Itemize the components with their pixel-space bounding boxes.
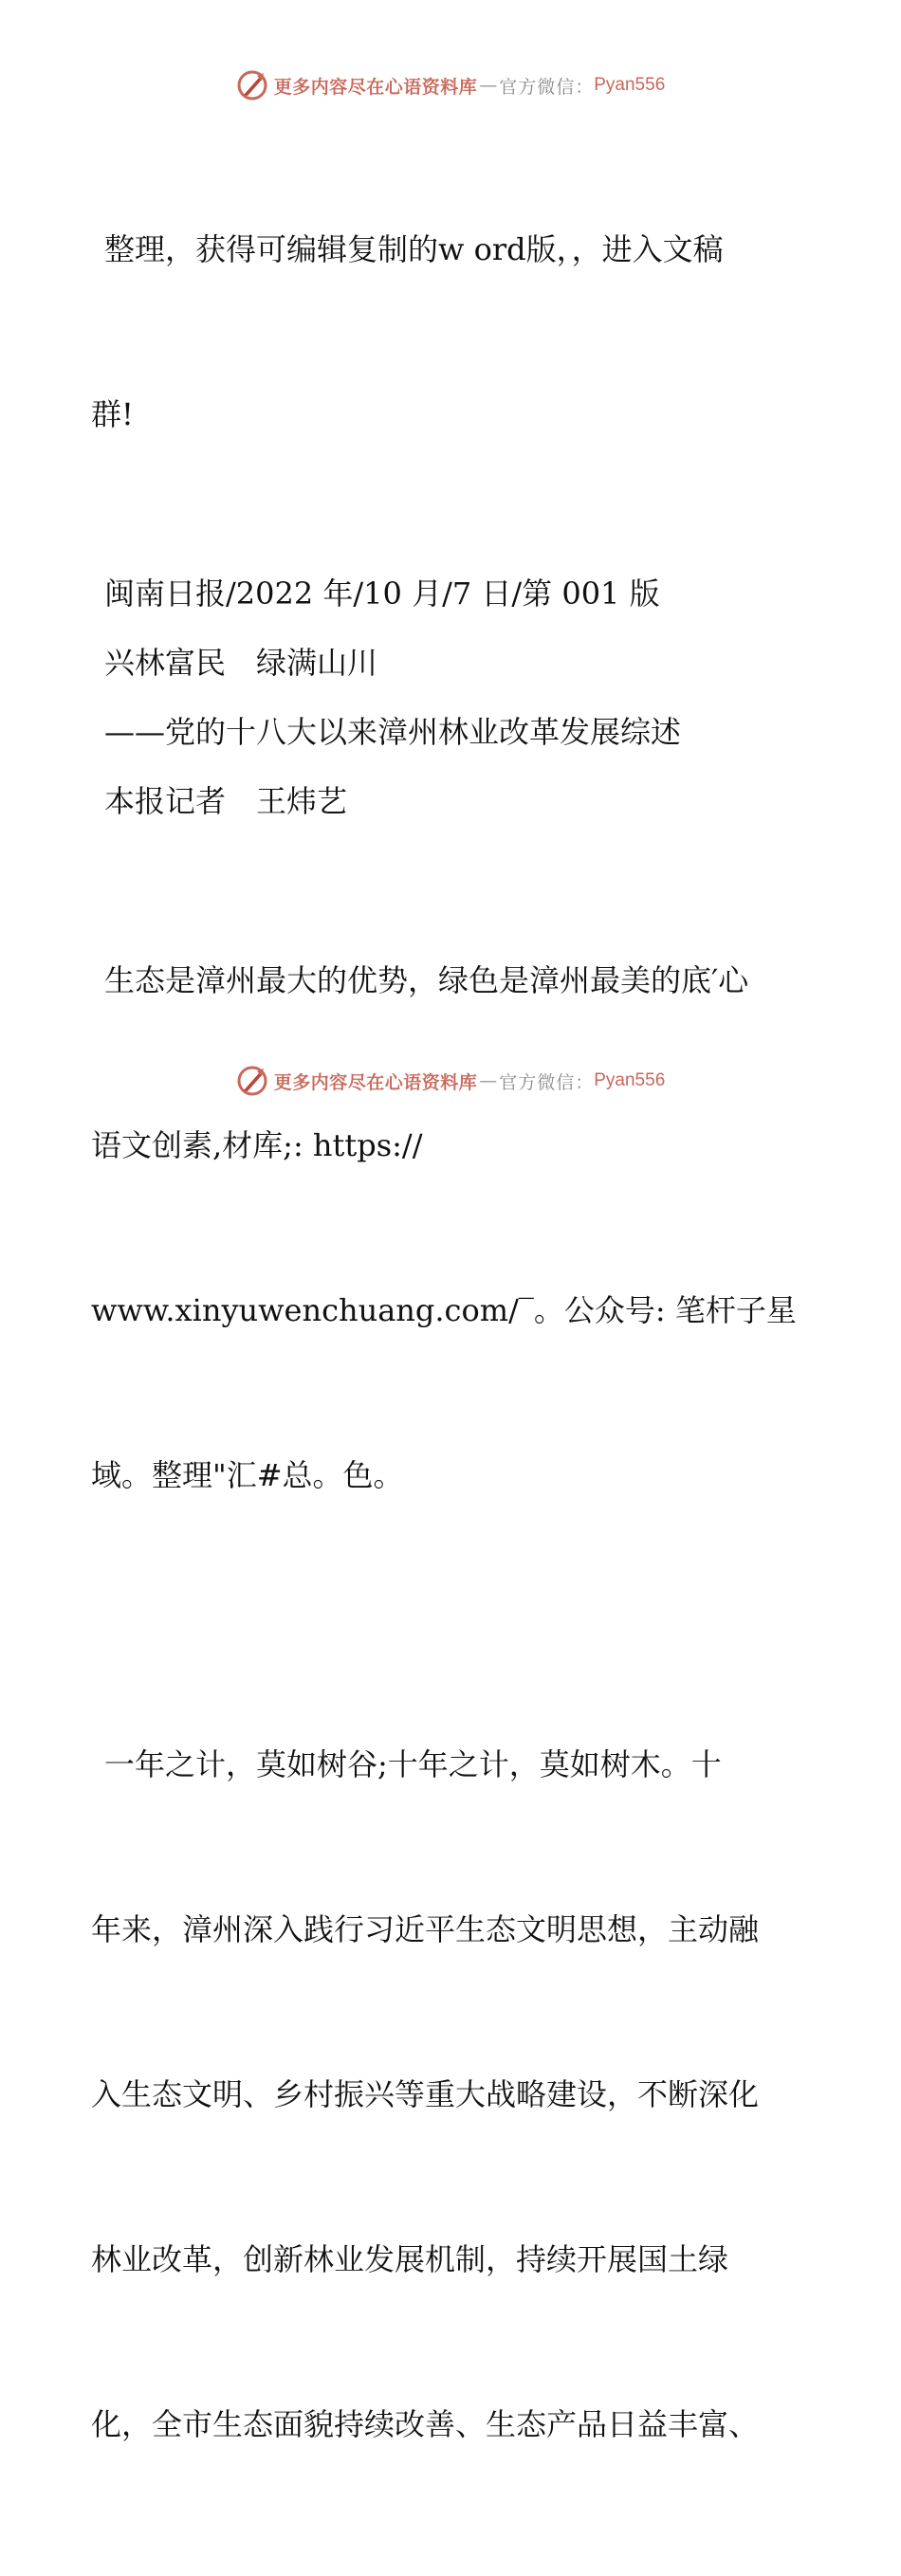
banner-wechat-id: Pyan556 [594, 1070, 666, 1090]
paragraph-2-line-3: 入生态文明、乡村振兴等重大战略建设，不断深化 [91, 2076, 760, 2112]
banner-official-label: 官方微信： [499, 76, 595, 98]
banner-wechat-id: Pyan556 [594, 75, 666, 95]
paragraph-2-line-2: 年来，漳州深入践行习近平生态文明思想，主动融 [91, 1911, 760, 1947]
intro-line-1: 整理，获得可编辑复制的w ord版，，进入文稿 [104, 231, 724, 267]
subheadline: ——党的十八大以来漳州林业改革发展综述 [104, 714, 682, 750]
quill-pen-logo-icon [236, 69, 268, 101]
paragraph-1-line-3: www.xinyuwenchuang.com/‾。公众号: 笔杆子星 [91, 1292, 797, 1328]
banner-dash: — [479, 75, 498, 96]
intro-line-2: 群! [91, 396, 134, 432]
paragraph-2-line-5: 化，全市生态面貌持续改善、生态产品日益丰富、 [91, 2406, 760, 2442]
banner-official-label: 官方微信： [499, 1071, 595, 1093]
paragraph-1-line-1: 生态是漳州最大的优势，绿色是漳州最美的底′心 [104, 962, 749, 998]
footer-watermark-banner [0, 1062, 901, 1100]
paragraph-1 [91, 843, 821, 1613]
banner-slogan: 更多内容尽在心语资料库 [273, 1071, 478, 1093]
paragraph-1-line-4: 域。整理"汇#总。色。 [91, 1457, 404, 1493]
quill-pen-logo-icon [236, 1065, 268, 1097]
paragraph-1-line-2: 语文创素,材库;: https:// [91, 1127, 423, 1163]
paragraph-2 [91, 1627, 821, 2562]
paragraph-2-line-4: 林业改革，创新林业发展机制，持续开展国土绿 [91, 2241, 729, 2277]
source-line: 闽南日报/2022 年/10 月/7 日/第 001 版 [104, 575, 660, 612]
header-watermark-banner [0, 66, 901, 104]
document-body [91, 112, 821, 2576]
headline: 兴林富民 绿满山川 [104, 645, 378, 681]
paragraph-2-line-1: 一年之计，莫如树谷;十年之计，莫如树木。十 [104, 1746, 722, 1782]
banner-dash: — [479, 1070, 498, 1091]
byline: 本报记者 王炜艺 [104, 783, 348, 819]
intro-paragraph [91, 112, 821, 552]
banner-slogan: 更多内容尽在心语资料库 [273, 76, 478, 98]
